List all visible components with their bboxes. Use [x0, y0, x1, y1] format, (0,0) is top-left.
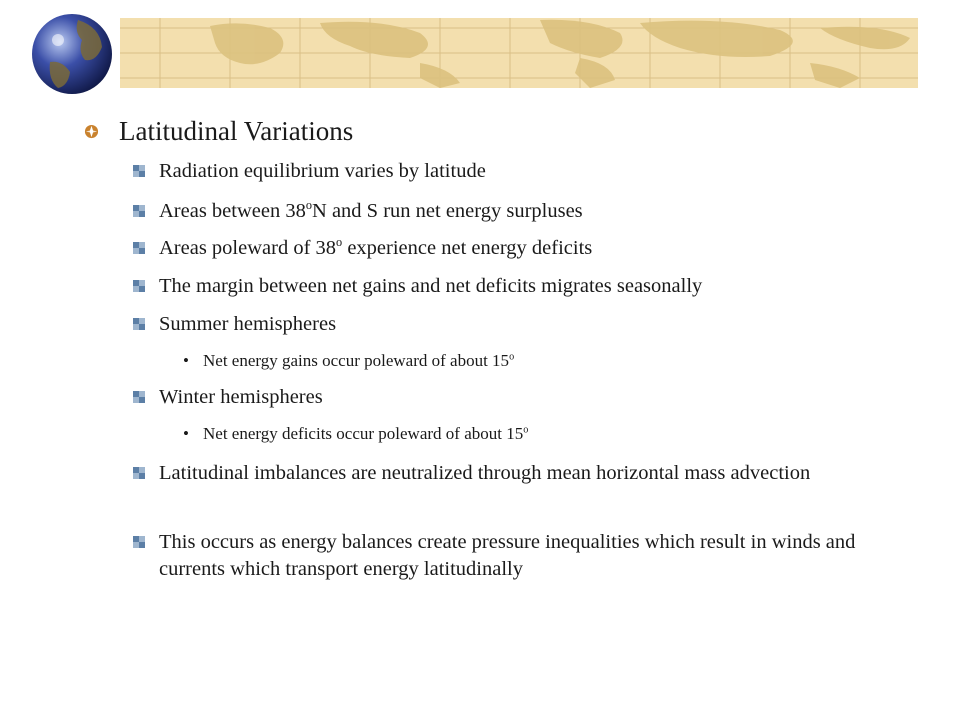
bullet-text: The margin between net gains and net deficits migrates seasonally: [159, 275, 703, 297]
sub-bullet-text: Net energy deficits occur poleward of about 15$^o$: [203, 424, 529, 443]
bullet-summer-hemispheres: [133, 311, 879, 338]
sub-bullet-winter: [183, 423, 528, 445]
title-row: [84, 114, 353, 148]
sub-bullet-text: Net energy gains occur poleward of about 15$^o$: [203, 351, 515, 370]
bullet-margin-migrates: [133, 273, 879, 300]
bullet-text: Radiation equilibrium varies by latitude: [159, 160, 486, 182]
checkered-square-icon: [133, 318, 145, 330]
bullet-text: This occurs as energy balances create pressure inequalities which result in winds and currents which transport energy latitudinally: [159, 531, 856, 580]
bullet-text: Areas between 38$^o$N and S run net energy surpluses: [159, 198, 583, 222]
checkered-square-icon: [133, 467, 145, 479]
bullet-radiation-equilibrium: [133, 158, 879, 185]
bullet-energy-transport: [133, 529, 879, 583]
checkered-square-icon: [133, 391, 145, 403]
sub-bullet-summer: [183, 350, 514, 372]
header-banner: [120, 18, 918, 88]
bullet-areas-poleward: [133, 235, 879, 262]
bullet-winter-hemispheres: [133, 384, 879, 411]
checkered-square-icon: [133, 536, 145, 548]
globe-icon: [30, 12, 114, 96]
compass-icon: [84, 124, 99, 139]
slide-title: Latitudinal Variations: [119, 116, 354, 146]
bullet-dot: •: [183, 351, 189, 370]
bullet-text: Latitudinal imbalances are neutralized through mean horizontal mass advection: [159, 462, 811, 484]
bullet-text: Areas poleward of 38$^o$ experience net energy deficits: [159, 235, 593, 259]
checkered-square-icon: [133, 242, 145, 254]
checkered-square-icon: [133, 165, 145, 177]
bullet-dot: •: [183, 424, 189, 443]
bullet-text: Winter hemispheres: [159, 386, 323, 408]
bullet-areas-between: [133, 198, 879, 225]
bullet-latitudinal-imbalances: [133, 460, 879, 487]
checkered-square-icon: [133, 205, 145, 217]
world-map-icon: [120, 18, 918, 88]
checkered-square-icon: [133, 280, 145, 292]
bullet-text: Summer hemispheres: [159, 313, 337, 335]
